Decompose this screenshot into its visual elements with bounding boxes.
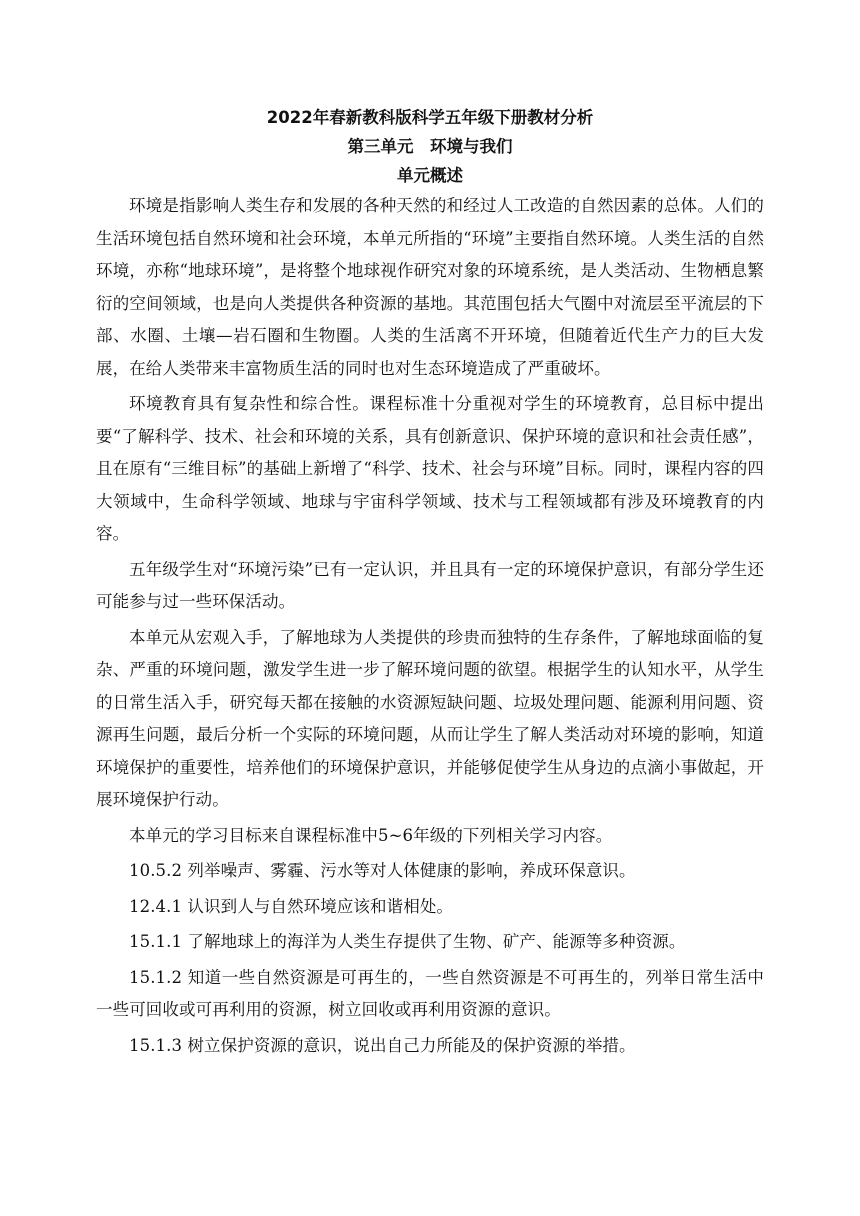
standard-item: 15.1.1 了解地球上的海洋为人类生存提供了生物、矿产、能源等多种资源。 [129,932,686,951]
standard-item: 10.5.2 列举噪声、雾霾、污水等对人体健康的影响，养成环保意识。 [129,861,636,880]
standard-item: 15.1.2 知道一些自然资源是可再生的，一些自然资源是不可再生的，列举日常生活中一些可回收或可再利用的资源，树立回收或再利用资源的意识。 [96,967,764,1019]
standard-item: 12.4.1 认识到人与自然环境应该和谐相处。 [129,896,454,916]
document-body [96,103,764,1062]
standard-item: 15.1.3 树立保护资源的意识，说出自己力所能及的保护资源的举措。 [129,1035,636,1055]
paragraph-student-awareness: 五年级学生对“环境污染”已有一定认识，并且具有一定的环境保护意识，有部分学生还可能参与过一些环保活动。 [96,559,764,611]
document-title: 2022年春新教科版科学五年级下册教材分析 [266,108,594,127]
unit-title: 第三单元 环境与我们 [347,137,513,156]
paragraph-environment-definition: 环境是指影响人类生存和发展的各种天然的和经过人工改造的自然因素的总体。人们的生活环境包括自然环境和社会环境，本单元所指的“环境”主要指自然环境。人类生活的自然环境，亦称“地球环境”，是将整个地球视作研究对象的环境系统，是人类活动、生物栖息繁衍的空间领域，也是向人类提供各种资源的基地。其范围包括大气圈中对流层至平流层的下部、水圈、土壤—岩石圈和生物圈。人类的生活离不开环境，但随着近代生产力的巨大发展，在给人类带来丰富物质生活的同时也对生态环境造成了严重破坏。 [96,196,764,378]
paragraph-learning-goals-intro: 本单元的学习目标来自课程标准中5~6年级的下列相关学习内容。 [129,825,613,845]
paragraph-unit-approach: 本单元从宏观入手，了解地球为人类提供的珍贵而独特的生存条件，了解地球面临的复杂、严重的环境问题，激发学生进一步了解环境问题的欲望。根据学生的认知水平，从学生的日常生活入手，研究每天都在接触的水资源短缺问题、垃圾处理问题、能源利用问题、资源再生问题，最后分析一个实际的环境问题，从而让学生了解人类活动对环境的影响，知道环境保护的重要性，培养他们的环境保护意识，并能够促使学生从身边的点滴小事做起，开展环境保护行动。 [96,627,764,809]
paragraph-environmental-education: 环境教育具有复杂性和综合性。课程标准十分重视对学生的环境教育，总目标中提出要“了解科学、技术、社会和环境的关系，具有创新意识、保护环境的意识和社会责任感”，且在原有“三维目标”的基础上新增了“科学、技术、社会与环境”目标。同时，课程内容的四大领域中，生命科学领域、地球与宇宙科学领域、技术与工程领域都有涉及环境教育的内容。 [96,394,764,543]
section-heading: 单元概述 [397,166,463,185]
